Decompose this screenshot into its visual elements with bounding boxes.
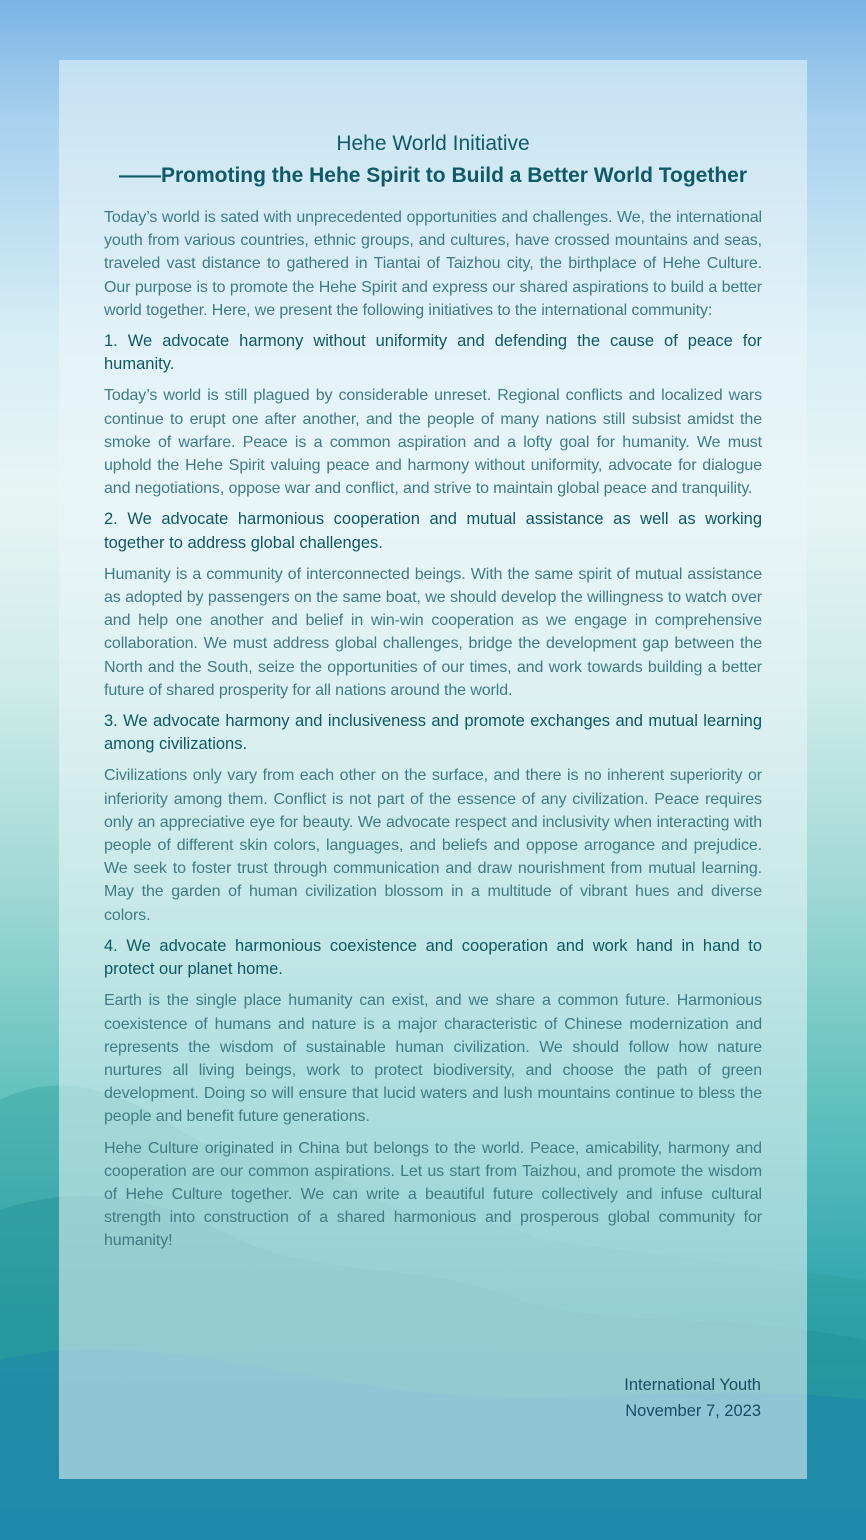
section-heading-2: 2. We advocate harmonious cooperation and mutual assistance as well as working together to address global challenges. — [104, 510, 762, 552]
intro-paragraph: Today’s world is sated with unprecedented opportunities and challenges. We, the international youth from various countries, ethnic groups, and cultures, have crossed mountains and seas, traveled vast distance to gathered in Tiantai of Taizhou city, the birthplace of Hehe Culture. Our purpose is to promote the Hehe Spirit and express our shared aspirations to build a better world together. Here, we present the following initiatives to the international community: — [104, 209, 762, 319]
signature-date: November 7, 2023 — [625, 1402, 761, 1420]
section-heading-3: 3. We advocate harmony and inclusiveness and promote exchanges and mutual learning among civilizations. — [104, 712, 762, 754]
signature-block — [624, 1372, 761, 1424]
document-title: Hehe World Initiative — [336, 132, 530, 155]
section-heading-4: 4. We advocate harmonious coexistence and cooperation and work hand in hand to protect our planet home. — [104, 936, 762, 979]
signature-author: International Youth — [624, 1376, 761, 1394]
section-text-3: Civilizations only vary from each other on the surface, and there is no inherent superiority or inferiority among them. Conflict is not part of the essence of any civilization. Peace requires only an appreciative eye for beauty. We advocate respect and inclusivity when interacting with people of different skin colors, languages, and beliefs and oppose arrogance and prejudice. We seek to foster trust through communication and draw nourishment from mutual learning. May the garden of human civilization blossom in a multitude of vibrant hues and diverse colors. — [104, 767, 762, 924]
document-subtitle: ——Promoting the Hehe Spirit to Build a Better World Together — [118, 164, 748, 187]
section-text-2: Humanity is a community of interconnected beings. With the same spirit of mutual assistance as adopted by passengers on the same boat, we should develop the willingness to watch over and help one another and belief in win-win cooperation as we engage in comprehensive collaboration. We must address global challenges, bridge the development gap between the North and the South, seize the opportunities of our times, and work towards building a better future of shared prosperity for all nations around the world. — [104, 565, 762, 699]
initiative-panel — [59, 60, 807, 1479]
section-text-4: Earth is the single place humanity can exist, and we share a common future. Harmonious coexistence of humans and nature is a major characteristic of Chinese modernization and represents the wisdom of sustainable human civilization. We should follow how nature nurtures all living beings, work to protect biodiversity, and choose the path of green development. Doing so will ensure that lucid waters and lush mountains continue to bless the people and benefit future generations. — [104, 992, 762, 1126]
section-heading-1: 1. We advocate harmony without uniformity and defending the cause of peace for humanity. — [104, 332, 762, 374]
closing-paragraph: Hehe Culture originated in China but belongs to the world. Peace, amicability, harmony and cooperation are our common aspirations. Let us start from Taizhou, and promote the wisdom of Hehe Culture together. We can write a beautiful future collectively and infuse cultural strength into construction of a shared harmonious and prosperous global community for humanity! — [104, 1139, 762, 1250]
section-text-1: Today’s world is still plagued by considerable unreset. Regional conflicts and localized wars continue to erupt one after another, and the people of many nations still subsist amidst the smoke of warfare. Peace is a common aspiration and a lofty goal for humanity. We must uphold the Hehe Spirit valuing peace and harmony without uniformity, advocate for dialogue and negotiations, oppose war and conflict, and strive to maintain global peace and tranquility. — [104, 387, 762, 498]
